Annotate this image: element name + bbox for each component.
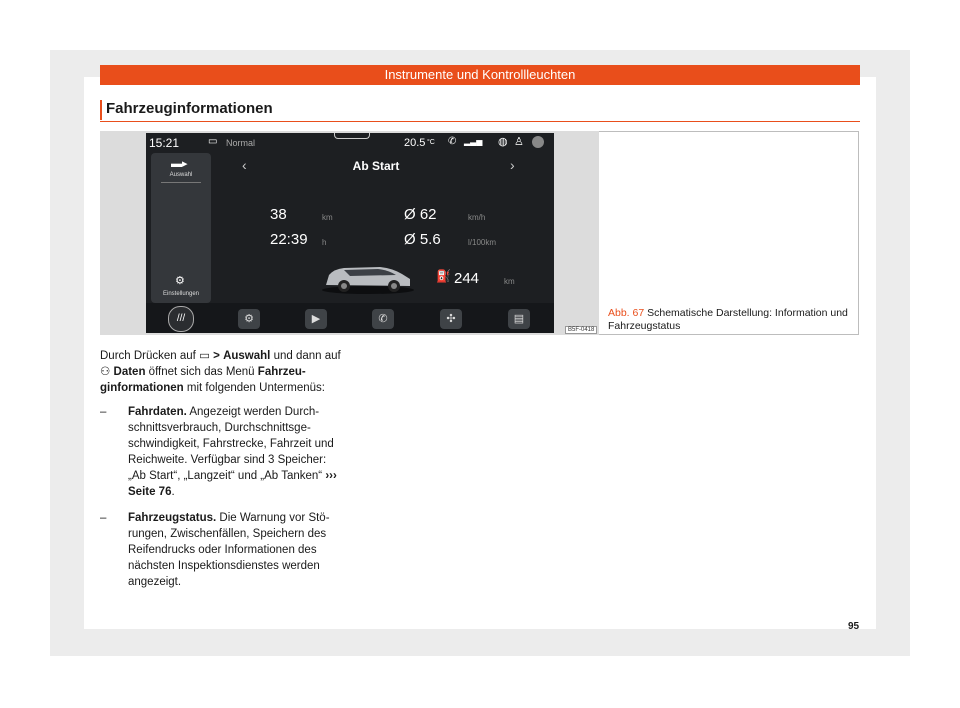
car-image xyxy=(320,259,416,295)
intro-text-1: Durch Drücken auf xyxy=(100,350,196,362)
list-term: Fahrdaten. xyxy=(128,406,187,418)
list-dash: – xyxy=(100,512,107,524)
duration-value: 22:39 xyxy=(270,231,308,248)
gear-icon[interactable]: ⚙ xyxy=(238,309,260,329)
bottom-bar xyxy=(146,303,554,333)
left-panel xyxy=(151,153,211,303)
app-icon xyxy=(532,136,544,148)
phone-icon: ✆ xyxy=(448,136,457,147)
list-text: Die Warnung vor Störungen, Zwischenfällen, Speichern des Reifendrucks oder Informationen des nächsten Inspektionsdienstes werden angezeigt. xyxy=(128,512,330,588)
intro-text-4: mit folgenden Untermenüs: xyxy=(186,382,325,394)
avg-speed-unit: km/h xyxy=(468,213,486,222)
phone-button-icon[interactable]: ✆ xyxy=(372,309,394,329)
panel-divider xyxy=(161,182,201,183)
list-item xyxy=(100,510,345,590)
distance-value: 38 xyxy=(270,206,287,223)
keyboard-icon[interactable]: ▤ xyxy=(508,309,530,329)
prev-arrow-icon[interactable]: ‹ xyxy=(242,157,247,173)
car-icon-inline: ▭ xyxy=(199,350,210,362)
nav-title: Ab Start xyxy=(352,159,400,173)
list-end: . xyxy=(171,486,175,498)
auswahl-label[interactable]: Auswahl xyxy=(169,172,193,178)
data-icon-inline: ⚇ xyxy=(100,366,111,378)
pull-handle xyxy=(334,133,370,139)
temperature-unit: °C xyxy=(427,139,435,146)
settings-icon[interactable]: ⚙ xyxy=(175,275,185,287)
list-item xyxy=(100,404,345,500)
figure-caption xyxy=(608,307,853,333)
intro-paragraph xyxy=(100,348,345,396)
settings-label[interactable]: Einstellungen xyxy=(162,291,200,297)
globe-icon: ◍ xyxy=(498,136,508,148)
avg-speed-value: Ø 62 xyxy=(404,206,437,223)
list-term: Fahrzeugstatus. xyxy=(128,512,217,524)
car-icon: ▭ xyxy=(208,136,218,147)
intro-text-3: öffnet sich das Menü xyxy=(148,366,255,378)
page-number: 95 xyxy=(848,621,860,632)
drive-mode: Normal xyxy=(226,138,256,148)
caption-text: Schematische Darstellung: Information und Fahrzeugstatus xyxy=(608,307,848,332)
intro-auswahl: Auswahl xyxy=(223,350,271,362)
fuel-pump-icon: ⛽ xyxy=(436,269,451,283)
status-bar xyxy=(146,133,554,153)
intro-separator: > xyxy=(213,350,220,362)
temperature: 20.5 xyxy=(404,137,426,149)
chapter-header: Instrumente und Kontrollleuchten xyxy=(100,65,860,85)
range-unit: km xyxy=(504,277,515,286)
intro-daten: Daten xyxy=(113,366,146,378)
car-select-icon[interactable]: ▬▸ xyxy=(171,158,188,170)
person-icon: ♙ xyxy=(514,136,524,148)
distance-unit: km xyxy=(322,213,333,222)
duration-unit: h xyxy=(322,238,327,247)
infotainment-screen xyxy=(146,133,554,333)
section-title-text: Fahrzeuginformationen xyxy=(106,100,273,117)
avg-consumption-value: Ø 5.6 xyxy=(404,231,441,248)
intro-menu: Fahrzeuginformationen xyxy=(100,366,306,394)
intro-text-2: und dann auf xyxy=(273,350,341,362)
section-title xyxy=(100,100,860,122)
play-icon[interactable]: ▶ xyxy=(305,309,327,329)
list-text: Angezeigt werden Durchschnittsverbrauch, Durchschnittsgeschwindigkeit, Fahrstrecke, Fahrzeit und Reichweite. Verfügbar sind 3 Speicher: „Ab Start“, „Langzeit“ und „Ab Tanken“ xyxy=(128,406,334,482)
signal-icon: ▂▃▅ xyxy=(464,137,483,146)
clock: 15:21 xyxy=(149,136,180,150)
menu-lines-icon[interactable]: /// xyxy=(168,306,194,332)
caption-label: Abb. 67 xyxy=(608,307,645,319)
list-dash: – xyxy=(100,406,107,418)
body-text xyxy=(100,348,345,600)
figure-code: B5F-0418 xyxy=(565,326,597,334)
next-arrow-icon[interactable]: › xyxy=(510,157,515,173)
page-reference-link[interactable]: ››› Seite 76 xyxy=(128,470,337,498)
range-value: 244 xyxy=(454,270,480,287)
avg-consumption-unit: l/100km xyxy=(468,238,497,247)
fan-icon[interactable]: ✣ xyxy=(440,309,462,329)
